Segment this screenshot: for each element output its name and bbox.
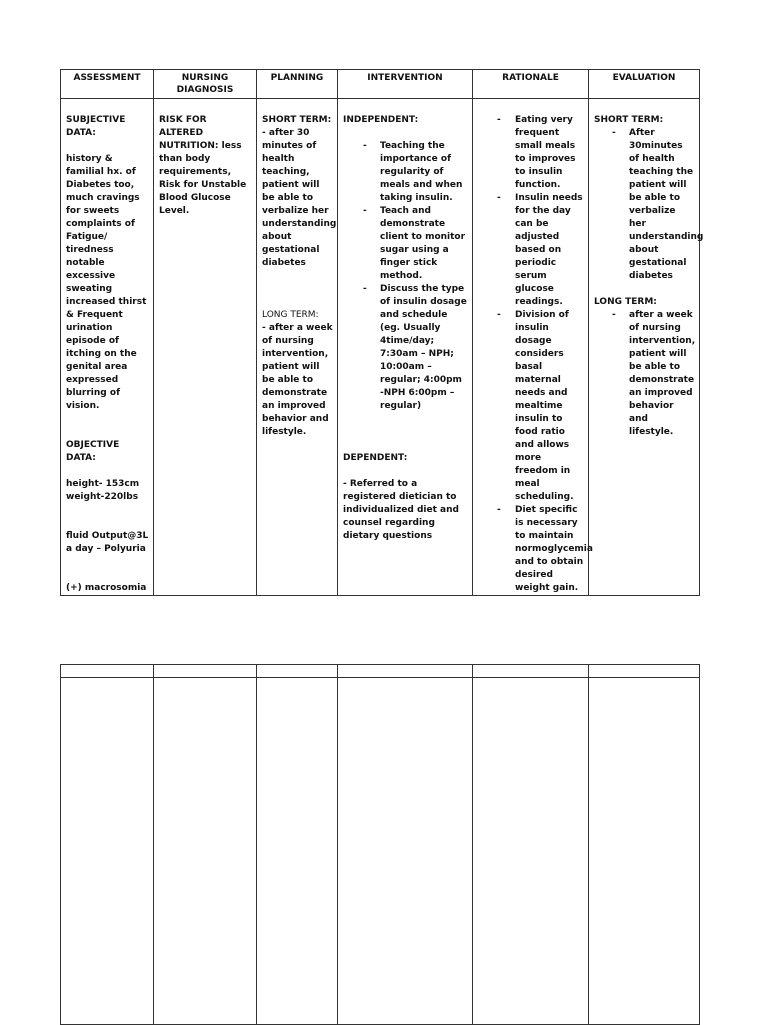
header-rationale: RATIONALE bbox=[473, 70, 589, 99]
objective-label: OBJECTIVE DATA: bbox=[66, 440, 120, 463]
independent-list bbox=[343, 140, 468, 413]
planning-long-label: LONG TERM: bbox=[262, 310, 319, 320]
evaluation-cell bbox=[589, 99, 704, 596]
blank-cell bbox=[61, 678, 154, 1025]
diagnosis-secondary: Risk for Unstable Blood Glucose Level. bbox=[159, 180, 247, 216]
dependent-text: - Referred to a registered dietician to individualized diet and counsel regarding dietary questions bbox=[343, 479, 459, 541]
diagnosis-primary: RISK FOR ALTERED NUTRITION: less than body requirements, bbox=[159, 115, 242, 177]
list-item: - after a week of nursing intervention, patient will be able to demonstrate an improved behavior and lifestyle. bbox=[594, 309, 695, 439]
macrosomia: (+) macrosomia bbox=[66, 583, 147, 593]
blank-content-row bbox=[61, 678, 700, 1025]
rationale-list bbox=[495, 114, 593, 595]
planning-long-text: - after a week of nursing intervention, patient will be able to demonstrate an improved behavior and lifestyle. bbox=[262, 323, 333, 437]
rationale-cell bbox=[473, 99, 593, 596]
header-evaluation: EVALUATION bbox=[589, 70, 700, 99]
list-item: - Insulin needs for the day can be adjusted based on periodic serum glucose readings. bbox=[495, 192, 584, 309]
diagnosis-cell bbox=[154, 99, 257, 596]
list-item: - Eating very frequent small meals to improves to insulin function. bbox=[495, 114, 584, 192]
blank-header-cell bbox=[257, 665, 338, 678]
blank-cell bbox=[589, 678, 700, 1025]
planning-short-label: SHORT TERM: bbox=[262, 115, 332, 125]
blank-cell bbox=[338, 678, 473, 1025]
evaluation-short-label: SHORT TERM: bbox=[594, 115, 664, 125]
assessment-cell bbox=[61, 99, 154, 596]
list-item: - Discuss the type of insulin dosage and schedule (eg. Usually 4time/day; 7:30am – NPH; 10:00am – regular; 4:00pm -NPH 6:00pm – regular) bbox=[343, 283, 468, 413]
fluid-output: fluid Output@3L a day – Polyuria bbox=[66, 531, 149, 554]
header-assessment: ASSESSMENT bbox=[61, 70, 154, 99]
height-value: height- 153cm bbox=[66, 479, 140, 489]
header-planning: PLANNING bbox=[257, 70, 338, 99]
header-row bbox=[61, 70, 700, 99]
blank-cell bbox=[154, 678, 257, 1025]
evaluation-short-list bbox=[594, 127, 704, 283]
header-intervention: INTERVENTION bbox=[338, 70, 473, 99]
dependent-label: DEPENDENT: bbox=[343, 453, 408, 463]
blank-header-cell bbox=[473, 665, 589, 678]
subjective-label: SUBJECTIVE DATA: bbox=[66, 115, 126, 138]
blank-header-cell bbox=[154, 665, 257, 678]
blank-header-cell bbox=[589, 665, 700, 678]
list-item: - After 30minutes of health teaching the patient will be able to verbalize her understanding about gestational diabetes bbox=[594, 127, 695, 283]
independent-label: INDEPENDENT: bbox=[343, 115, 419, 125]
blank-header-cell bbox=[61, 665, 154, 678]
header-nursing-diagnosis: NURSING DIAGNOSIS bbox=[154, 70, 257, 99]
list-item: - Teach and demonstrate client to monitor sugar using a finger stick method. bbox=[343, 205, 468, 283]
weight-value: weight-220lbs bbox=[66, 492, 139, 502]
planning-short-text: - after 30 minutes of health teaching, patient will be able to verbalize her understanding about gestational diabetes bbox=[262, 128, 337, 268]
evaluation-long-label: LONG TERM: bbox=[594, 297, 657, 307]
planning-cell bbox=[257, 99, 338, 596]
list-item: - Teaching the importance of regularity of meals and when taking insulin. bbox=[343, 140, 468, 205]
evaluation-long-list bbox=[594, 309, 695, 439]
blank-header-row bbox=[61, 665, 700, 678]
subjective-text: history & familial hx. of Diabetes too, much cravings for sweets complaints of Fatigue/ tiredness notable excessive sweating increased thirst & Frequent urination episode of itching on the genital area expressed blurring of vision. bbox=[66, 154, 147, 411]
content-row bbox=[61, 99, 700, 596]
blank-cell bbox=[257, 678, 338, 1025]
nursing-care-plan-table bbox=[60, 69, 704, 596]
blank-cell bbox=[473, 678, 589, 1025]
blank-header-cell bbox=[338, 665, 473, 678]
intervention-cell bbox=[338, 99, 473, 596]
list-item: - Division of insulin dosage considers basal maternal needs and mealtime insulin to food ratio and allows more freedom in meal scheduling. bbox=[495, 309, 584, 504]
list-item: - Diet specific is necessary to maintain normoglycemia and to obtain desired weight gain. bbox=[495, 504, 584, 595]
blank-care-plan-table bbox=[60, 664, 700, 1025]
